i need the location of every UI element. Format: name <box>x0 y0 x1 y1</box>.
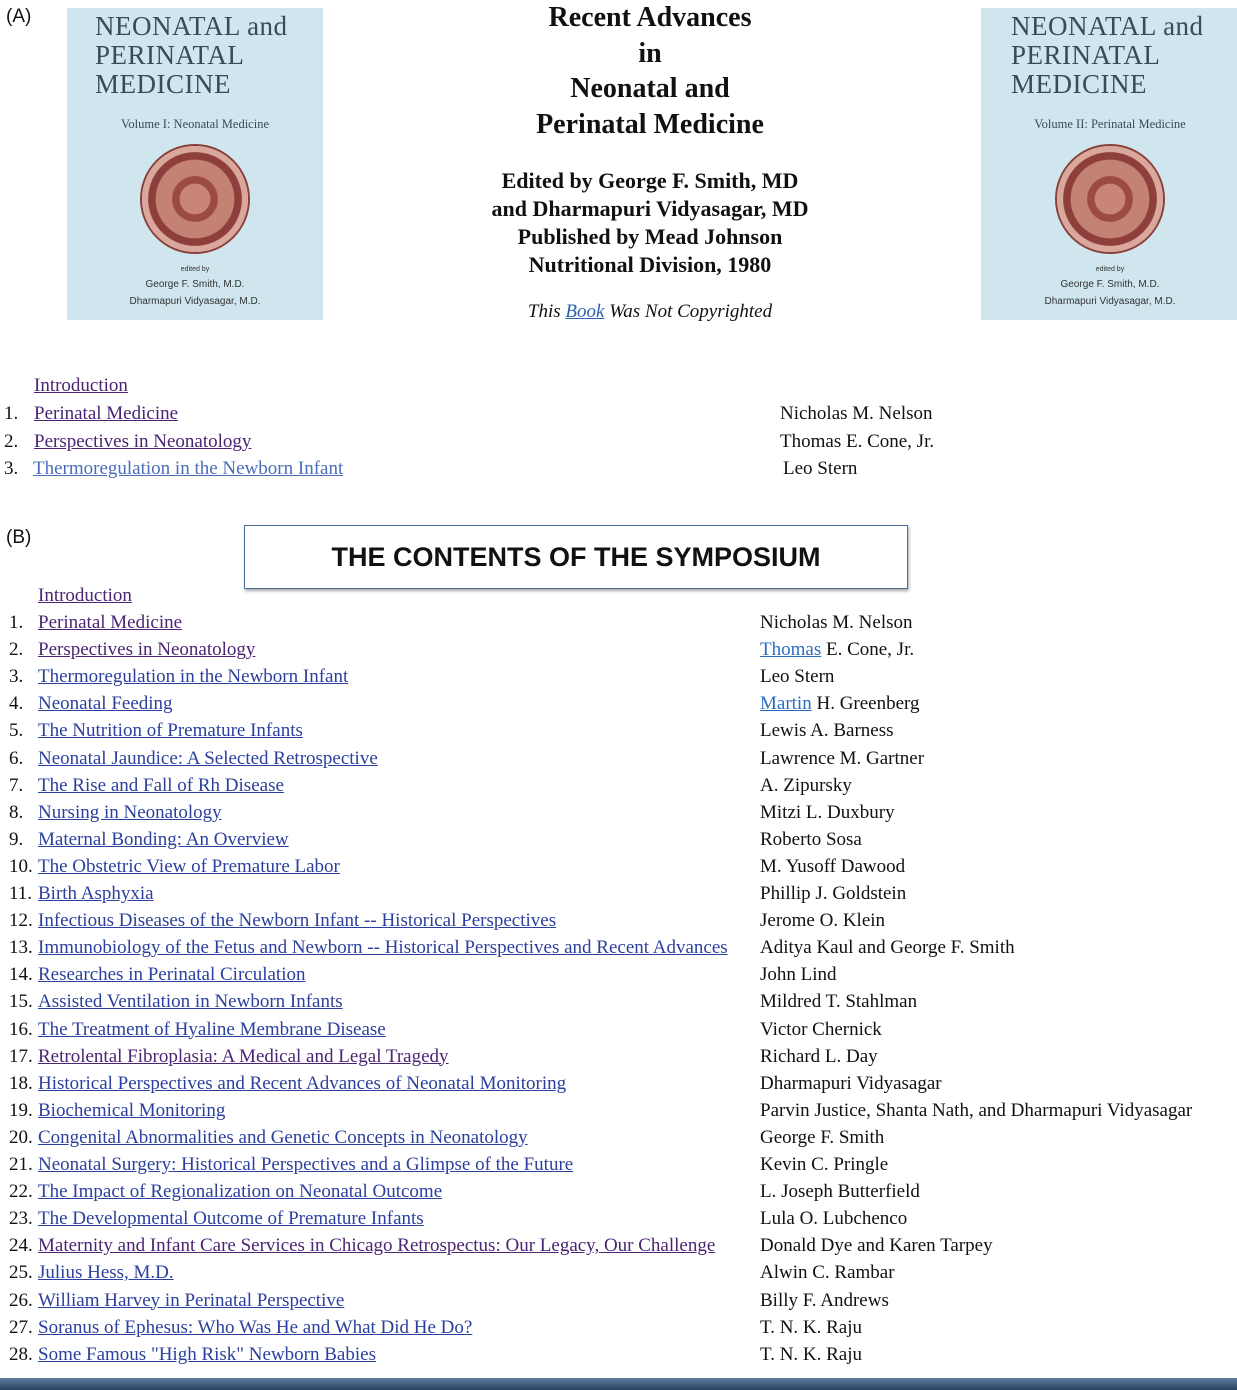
author-link[interactable]: Thomas <box>760 639 822 661</box>
toc-title-link[interactable]: Assisted Ventilation in Newborn Infants <box>38 991 343 1013</box>
toc-author: Leo Stern <box>783 458 858 479</box>
toc-number: 12. <box>9 910 33 932</box>
author-name: H. Greenberg <box>811 693 920 715</box>
toc-title-link[interactable]: Soranus of Ephesus: Who Was He and What Did He Do? <box>38 1316 473 1338</box>
toc-title-link[interactable]: Perinatal Medicine <box>38 612 183 633</box>
cover-editor: Dharmapuri Vidyasagar, M.D. <box>129 296 261 307</box>
toc-title-link[interactable]: The Nutrition of Premature Infants <box>38 720 303 742</box>
toc-title-link[interactable]: Julius Hess, M.D. <box>38 1262 174 1284</box>
credits-line: Edited by George F. Smith, MD <box>501 168 799 193</box>
toc-intro <box>38 583 132 609</box>
toc-row <box>9 1044 1229 1070</box>
toc-row <box>9 1342 1229 1368</box>
toc-number: 3. <box>9 666 24 688</box>
toc-title-link[interactable]: The Obstetric View of Premature Labor <box>38 855 340 877</box>
toc-title-link[interactable]: Researches in Perinatal Circulation <box>38 964 306 986</box>
toc-author: T. N. K. Raju <box>760 1343 863 1365</box>
toc-author: Lawrence M. Gartner <box>760 747 925 769</box>
toc-author: A. Zipursky <box>760 774 852 796</box>
toc-row <box>4 456 1004 482</box>
author-name: E. Cone, Jr. <box>821 639 915 661</box>
copyright-text: This <box>527 301 566 322</box>
credits-line: and Dharmapuri Vidyasagar, MD <box>491 196 809 221</box>
heading-line: Recent Advances <box>548 2 752 33</box>
toc-title-link[interactable]: Thermoregulation in the Newborn Infant <box>33 458 344 479</box>
toc-row <box>9 1315 1229 1341</box>
toc-author: M. Yusoff Dawood <box>760 855 906 877</box>
toc-author: Lewis A. Barness <box>760 720 894 742</box>
toc-row <box>9 718 1229 744</box>
book-heading <box>400 0 900 323</box>
toc-number: 17. <box>9 1045 33 1067</box>
toc-number: 18. <box>9 1072 33 1094</box>
toc-title-link[interactable]: William Harvey in Perinatal Perspective <box>38 1289 345 1311</box>
toc-row <box>9 854 1229 880</box>
toc-title-link[interactable]: Perspectives in Neonatology <box>34 431 252 452</box>
toc-author <box>760 691 920 717</box>
cover-volume: Volume II: Perinatal Medicine <box>1034 117 1186 131</box>
toc-title-link[interactable]: Birth Asphyxia <box>38 883 154 904</box>
toc-title-link[interactable]: Infectious Diseases of the Newborn Infant -- Historical Perspectives <box>38 910 557 932</box>
toc-number: 25. <box>9 1262 33 1284</box>
toc-author: Mildred T. Stahlman <box>760 991 918 1013</box>
toc-title-link[interactable]: Neonatal Surgery: Historical Perspectives and a Glimpse of the Future <box>38 1154 574 1175</box>
toc-row <box>9 1288 1229 1314</box>
toc-number: 5. <box>9 720 24 742</box>
toc-number: 19. <box>9 1099 33 1121</box>
toc-number: 21. <box>9 1154 33 1175</box>
toc-row <box>9 773 1229 799</box>
symposium-title: THE CONTENTS OF THE SYMPOSIUM <box>244 525 908 589</box>
toc-intro <box>34 373 128 399</box>
toc-author: Richard L. Day <box>760 1045 878 1067</box>
toc-row <box>9 908 1229 934</box>
toc-intro-link[interactable]: Introduction <box>38 585 132 606</box>
toc-row <box>4 401 1004 427</box>
toc-author: Parvin Justice, Shanta Nath, and Dharmapuri Vidyasagar <box>760 1099 1193 1121</box>
cover-edited-by: edited by <box>180 266 210 273</box>
toc-title-link[interactable]: The Treatment of Hyaline Membrane Disease <box>38 1018 386 1040</box>
credits-line: Published by Mead Johnson <box>517 224 783 249</box>
neonatology-seal-icon <box>142 146 248 252</box>
toc-author: Billy F. Andrews <box>760 1289 889 1311</box>
toc-row <box>9 691 1229 717</box>
toc-row <box>9 881 1229 907</box>
toc-number: 1. <box>4 403 19 424</box>
toc-row <box>9 1233 1229 1259</box>
cover-volume: Volume I: Neonatal Medicine <box>121 117 269 131</box>
book-cover-volume-2 <box>981 8 1237 320</box>
toc-number: 22. <box>9 1181 33 1203</box>
toc-row <box>9 989 1229 1015</box>
toc-row <box>9 1098 1229 1124</box>
cover-title: NEONATAL and PERINATAL MEDICINE <box>1011 11 1204 99</box>
toc-number: 2. <box>9 639 24 661</box>
cover-editor: Dharmapuri Vidyasagar, M.D. <box>1044 296 1176 307</box>
toc-number: 10. <box>9 855 33 877</box>
toc-number: 9. <box>9 828 24 850</box>
toc-title-link[interactable]: Nursing in Neonatology <box>38 801 222 823</box>
toc-row <box>9 827 1229 853</box>
toc-author: Phillip J. Goldstein <box>760 883 907 904</box>
heading-line: Neonatal and <box>570 73 730 104</box>
toc-number: 13. <box>9 937 33 959</box>
toc-author: Donald Dye and Karen Tarpey <box>760 1235 993 1257</box>
toc-number: 1. <box>9 612 24 633</box>
toc-author: Dharmapuri Vidyasagar <box>760 1072 942 1094</box>
toc-title-link[interactable]: Maternity and Infant Care Services in Chicago Retrospectus: Our Legacy, Our Challenge <box>38 1235 716 1257</box>
toc-title-link[interactable]: Perinatal Medicine <box>34 403 179 424</box>
toc-number: 28. <box>9 1343 33 1365</box>
author-link[interactable]: Martin <box>760 693 812 715</box>
toc-title-link[interactable]: Historical Perspectives and Recent Advances of Neonatal Monitoring <box>38 1072 567 1094</box>
toc-author: John Lind <box>760 964 837 986</box>
toc-author: Roberto Sosa <box>760 828 862 850</box>
toc-row <box>9 1125 1229 1151</box>
toc-title-link[interactable]: Maternal Bonding: An Overview <box>38 828 289 850</box>
toc-row <box>9 664 1229 690</box>
toc-title-link[interactable]: Retrolental Fibroplasia: A Medical and Legal Tragedy <box>38 1045 449 1067</box>
toc-author: Mitzi L. Duxbury <box>760 801 895 823</box>
toc-title-link[interactable]: Congenital Abnormalities and Genetic Concepts in Neonatology <box>38 1126 528 1148</box>
toc-title-link[interactable]: The Rise and Fall of Rh Disease <box>38 774 284 796</box>
toc-intro-link[interactable]: Introduction <box>34 375 128 396</box>
toc-number: 7. <box>9 774 24 796</box>
toc-row <box>9 800 1229 826</box>
toc-number: 8. <box>9 801 24 823</box>
toc-title-link[interactable]: Biochemical Monitoring <box>38 1099 226 1121</box>
toc-author: Kevin C. Pringle <box>760 1154 889 1175</box>
toc-row <box>9 1071 1229 1097</box>
toc-author: Nicholas M. Nelson <box>760 612 913 633</box>
toc-title-link[interactable]: Neonatal Feeding <box>38 693 173 715</box>
toc-number: 16. <box>9 1018 33 1040</box>
toc-row <box>9 610 1229 636</box>
book-cover-volume-1 <box>67 8 323 320</box>
toc-number: 24. <box>9 1235 33 1257</box>
toc-row <box>9 962 1229 988</box>
cover-title: NEONATAL and PERINATAL MEDICINE <box>95 11 288 99</box>
toc-number: 27. <box>9 1316 33 1338</box>
toc-number: 11. <box>9 883 33 904</box>
toc-row <box>9 1206 1229 1232</box>
book-link[interactable]: Book <box>565 301 605 322</box>
toc-number: 23. <box>9 1208 33 1230</box>
toc-row <box>9 637 1229 663</box>
toc-author: Leo Stern <box>760 666 835 688</box>
toc-author: L. Joseph Butterfield <box>760 1181 920 1203</box>
toc-author: T. N. K. Raju <box>760 1316 863 1338</box>
toc-number: 15. <box>9 991 33 1013</box>
credits-line: Nutritional Division, 1980 <box>528 252 772 277</box>
toc-row <box>4 429 1004 455</box>
footer-bar <box>0 1378 1237 1390</box>
toc-number: 20. <box>9 1126 33 1148</box>
toc-title-link[interactable]: Thermoregulation in the Newborn Infant <box>38 666 349 688</box>
toc-author: George F. Smith <box>760 1126 885 1148</box>
toc-author: Nicholas M. Nelson <box>780 403 933 424</box>
cover-editor: George F. Smith, M.D. <box>145 279 245 290</box>
toc-number: 26. <box>9 1289 33 1311</box>
panel-b-label: (B) <box>6 527 32 548</box>
toc-row <box>9 1017 1229 1043</box>
heading-line: Perinatal Medicine <box>536 108 764 140</box>
toc-title-link[interactable]: Neonatal Jaundice: A Selected Retrospective <box>38 747 378 769</box>
toc-title-link[interactable]: Some Famous "High Risk" Newborn Babies <box>38 1343 376 1365</box>
toc-author: Victor Chernick <box>760 1018 882 1040</box>
toc-number: 6. <box>9 747 24 769</box>
toc-author: Alwin C. Rambar <box>760 1262 895 1284</box>
toc-row <box>9 1152 1229 1178</box>
credits <box>400 167 900 279</box>
toc-title-link[interactable]: Perspectives in Neonatology <box>38 639 256 661</box>
heading-line: in <box>638 37 662 69</box>
copyright-text: Was Not Copyrighted <box>604 301 773 322</box>
toc-number: 2. <box>4 431 19 452</box>
toc-number: 4. <box>9 693 24 715</box>
toc-author: Aditya Kaul and George F. Smith <box>760 937 1015 959</box>
toc-author: Jerome O. Klein <box>760 910 886 932</box>
toc-row <box>9 935 1229 961</box>
cover-edited-by: edited by <box>1095 266 1125 273</box>
toc-number: 14. <box>9 964 33 986</box>
copyright-note <box>400 301 900 323</box>
toc-row <box>9 1260 1229 1286</box>
toc-author: Thomas E. Cone, Jr. <box>780 431 935 452</box>
cover-editor: George F. Smith, M.D. <box>1060 279 1160 290</box>
toc-title-link[interactable]: The Developmental Outcome of Premature Infants <box>38 1208 424 1230</box>
toc-row <box>9 1179 1229 1205</box>
toc-author: Lula O. Lubchenco <box>760 1208 908 1230</box>
toc-number: 3. <box>4 458 19 479</box>
neonatology-seal-icon <box>1057 146 1163 252</box>
toc-title-link[interactable]: The Impact of Regionalization on Neonatal Outcome <box>38 1181 443 1203</box>
toc-row <box>9 746 1229 772</box>
toc-author <box>760 637 914 663</box>
panel-a-label: (A) <box>6 6 32 27</box>
toc-title-link[interactable]: Immunobiology of the Fetus and Newborn -- Historical Perspectives and Recent Advances <box>38 937 728 959</box>
